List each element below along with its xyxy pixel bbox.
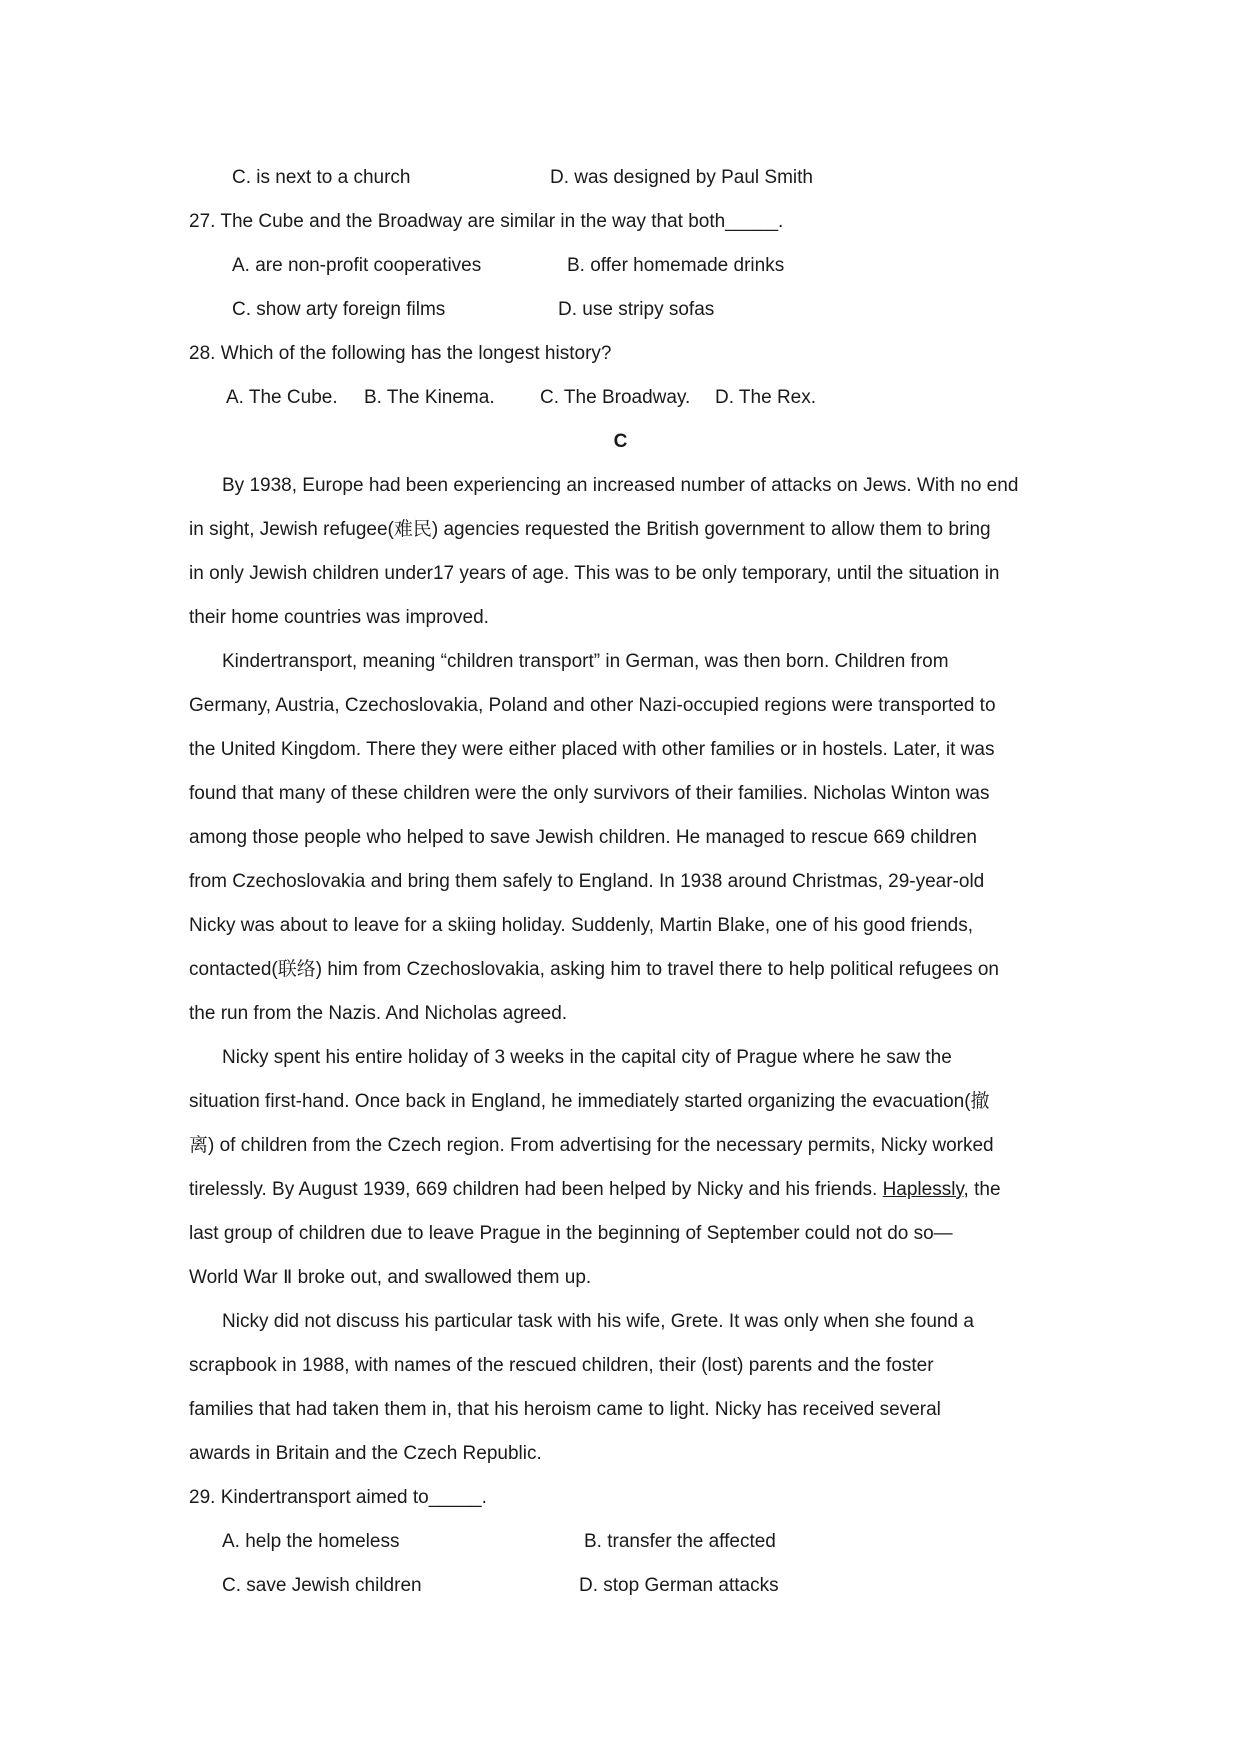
q27-option-b: B. offer homemade drinks bbox=[567, 255, 785, 276]
q27-option-a: A. are non-profit cooperatives bbox=[232, 255, 482, 276]
p3-line: situation first-hand. Once back in England, he immediately started organizing the evacuation(撤 bbox=[189, 1091, 990, 1112]
q29-option-b: B. transfer the affected bbox=[584, 1531, 776, 1552]
q26-option-c: C. is next to a church bbox=[232, 167, 411, 188]
q28-option-d: D. The Rex. bbox=[715, 387, 817, 408]
q27-stem: 27. The Cube and the Broadway are similar in the way that both_____. bbox=[189, 211, 784, 232]
p2-line: the United Kingdom. There they were either placed with other families or in hostels. Later, it was bbox=[189, 739, 995, 760]
p3-line: World War Ⅱ broke out, and swallowed them up. bbox=[189, 1267, 592, 1288]
p3-line-with-underline bbox=[189, 1178, 1001, 1202]
q29-option-d: D. stop German attacks bbox=[579, 1575, 779, 1596]
p3-text: tirelessly. By August 1939, 669 children had been helped by Nicky and his friends. bbox=[189, 1179, 883, 1200]
p3-line: 离) of children from the Czech region. From advertising for the necessary permits, Nicky worked bbox=[189, 1135, 994, 1156]
q29-option-c: C. save Jewish children bbox=[222, 1575, 422, 1596]
p1-line: their home countries was improved. bbox=[189, 607, 489, 628]
p1-line: in sight, Jewish refugee(难民) agencies requested the British government to allow them to bring bbox=[189, 519, 991, 540]
p4-line: families that had taken them in, that his heroism came to light. Nicky has received several bbox=[189, 1399, 941, 1420]
q28-option-b: B. The Kinema. bbox=[364, 387, 495, 408]
q28-option-a: A. The Cube. bbox=[226, 387, 338, 408]
p3-line: Nicky spent his entire holiday of 3 weeks in the capital city of Prague where he saw the bbox=[222, 1047, 952, 1068]
q28-option-c: C. The Broadway. bbox=[540, 387, 691, 408]
p4-line: scrapbook in 1988, with names of the rescued children, their (lost) parents and the foster bbox=[189, 1355, 934, 1376]
p3-text: , the bbox=[963, 1179, 1001, 1200]
q29-stem: 29. Kindertransport aimed to_____. bbox=[189, 1487, 487, 1508]
p3-line: last group of children due to leave Prague in the beginning of September could not do so— bbox=[189, 1223, 953, 1244]
q26-option-d: D. was designed by Paul Smith bbox=[550, 167, 813, 188]
q27-option-c: C. show arty foreign films bbox=[232, 299, 446, 320]
p2-line: from Czechoslovakia and bring them safely to England. In 1938 around Christmas, 29-year-old bbox=[189, 871, 985, 892]
p4-line: awards in Britain and the Czech Republic. bbox=[189, 1443, 542, 1464]
p2-line: among those people who helped to save Jewish children. He managed to rescue 669 children bbox=[189, 827, 977, 848]
q29-option-a: A. help the homeless bbox=[222, 1531, 400, 1552]
q27-option-d: D. use stripy sofas bbox=[558, 299, 715, 320]
p2-line: Nicky was about to leave for a skiing holiday. Suddenly, Martin Blake, one of his good friends, bbox=[189, 915, 974, 936]
p1-line: in only Jewish children under17 years of age. This was to be only temporary, until the situation in bbox=[189, 563, 1000, 584]
section-heading: C bbox=[613, 431, 628, 452]
p4-line: Nicky did not discuss his particular task with his wife, Grete. It was only when she found a bbox=[222, 1311, 974, 1332]
p2-line: Germany, Austria, Czechoslovakia, Poland and other Nazi-occupied regions were transported to bbox=[189, 695, 996, 716]
p2-line: contacted(联络) him from Czechoslovakia, asking him to travel there to help political refugees on bbox=[189, 959, 999, 980]
p2-line: the run from the Nazis. And Nicholas agreed. bbox=[189, 1003, 568, 1024]
p1-line: By 1938, Europe had been experiencing an increased number of attacks on Jews. With no end bbox=[222, 475, 1019, 496]
p2-line: Kindertransport, meaning “children transport” in German, was then born. Children from bbox=[222, 651, 949, 672]
q28-stem: 28. Which of the following has the longest history? bbox=[189, 343, 612, 364]
p2-line: found that many of these children were the only survivors of their families. Nicholas Winton was bbox=[189, 783, 990, 804]
underlined-word: Haplessly bbox=[882, 1179, 964, 1200]
